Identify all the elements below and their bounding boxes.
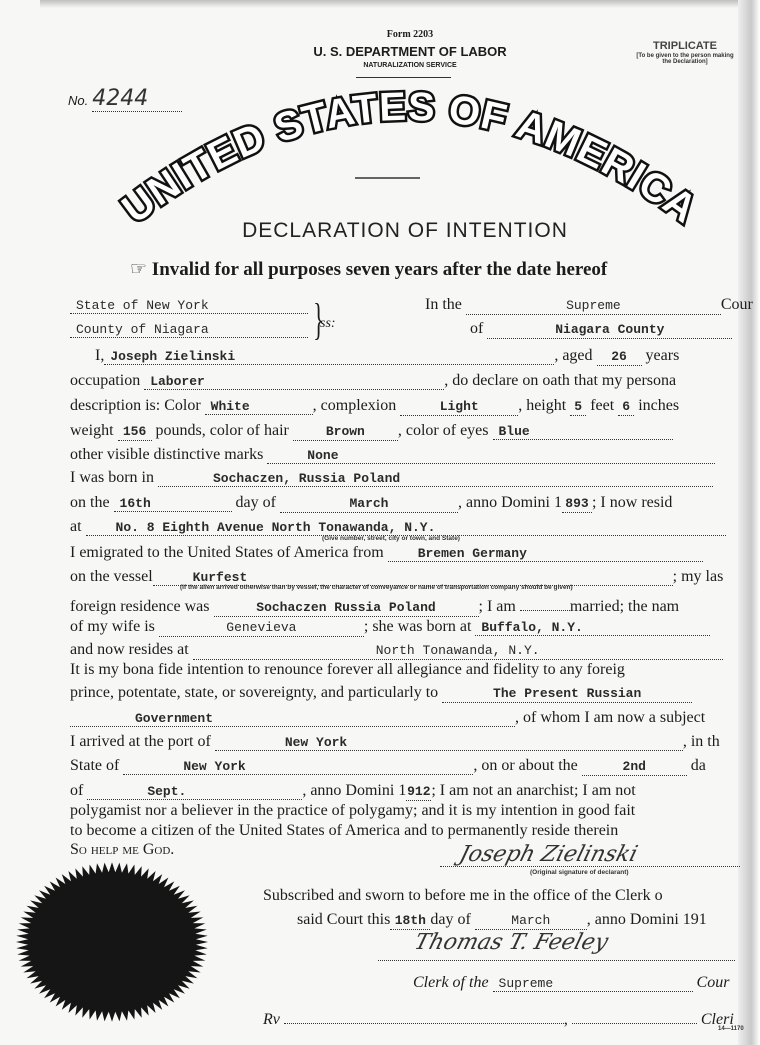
department: U. S. DEPARTMENT OF LABOR <box>313 44 507 59</box>
service: NATURALIZATION SERVICE <box>363 62 457 69</box>
clerk-signature-line <box>378 960 735 961</box>
oath-closing: So help me God. <box>70 841 175 858</box>
occupation-line: occupation Laborer , do declare on oath that my persona <box>70 372 677 389</box>
venue-county-line: County of Niagara <box>70 320 308 338</box>
intent-line: It is my bona fide intention to renounce forever all allegiance and fidelity to any foreig <box>70 661 625 678</box>
weight-line: weight 156 pounds, color of hair Brown , color of eyes Blue <box>70 422 673 441</box>
emigrated-line: I emigrated to the United States of America from Bremen Germany <box>70 544 703 562</box>
wife-resides-line: and now resides at North Tonawanda, N.Y. <box>70 641 723 660</box>
declarant-signature: Joseph Zielinski <box>456 842 641 867</box>
form-number: Form 2203 <box>386 29 434 40</box>
birthplace-line: I was born in Sochaczen, Russia Poland <box>70 469 713 487</box>
vessel-line: on the vessel Kurfest ; my las <box>70 568 724 585</box>
brace: } <box>313 295 324 344</box>
name-line: I, Joseph Zielinski , aged 26 years <box>95 347 680 364</box>
court-line: In the Supreme Cour <box>425 296 753 313</box>
document-subtitle: DECLARATION OF INTENTION <box>242 219 568 242</box>
svg-text:UNITED STATES OF AMERICA <box>114 85 705 232</box>
citizen-line: to become a citizen of the United States of America and to permanently reside therein <box>70 822 619 839</box>
arrival-state-line: State of New York , on or about the 2nd da <box>70 757 706 774</box>
venue-state-line: State of New York <box>70 296 308 314</box>
clerk-of-line: Clerk of the Supreme Cour <box>413 974 730 991</box>
jurat-date-line: said Court this 18th day of March , anno Domini 191 <box>297 911 707 928</box>
clerk-signature: Thomas T. Feeley <box>411 930 611 955</box>
marks-line: other visible distinctive marks None <box>70 446 715 464</box>
port-line: I arrived at the port of New York , in th <box>70 733 720 750</box>
pointing-hand-icon: ☞ <box>130 258 148 280</box>
document-number: No. 4244 <box>68 86 182 112</box>
copy-note: [To be given to the person making the Declaration] <box>636 53 734 65</box>
validity-warning: ☞ Invalid for all purposes seven years after the date hereof <box>130 258 608 280</box>
address-line: at No. 8 Eighth Avenue North Tonawanda, N.Y. <box>70 518 726 536</box>
wife-line: of my wife is Genevieva ; she was born at Buffalo, N.Y. <box>70 618 710 637</box>
court-seal-icon <box>12 862 212 1022</box>
document-number-value: 4244 <box>92 86 182 112</box>
address-caption: (Give number, street, city or town, and State) <box>322 535 460 542</box>
court-name: Supreme <box>466 298 721 315</box>
jurat-line: Subscribed and sworn to before me in the office of the Clerk o <box>263 887 663 904</box>
birthdate-line: on the 16th day of March , anno Domini 1 893 ; I now resid <box>70 494 673 511</box>
title-arc-text: UNITED STATES OF AMERICA <box>114 84 706 232</box>
arrival-date-line: of Sept. , anno Domini 1912; I am not an anarchist; I am not <box>70 782 636 799</box>
declarant-name: Joseph Zielinski <box>104 349 554 365</box>
polygamist-line: polygamist nor a believer in the practice of polygamy; and it is my intention in good fait <box>70 802 636 819</box>
ss-label: ss: <box>320 316 336 331</box>
government-line: Government , of whom I am now a subject <box>70 709 705 727</box>
prince-line: prince, potentate, state, or sovereignty, and particularly to The Present Russian <box>70 684 692 703</box>
form-code: 14—1170 <box>718 1026 744 1032</box>
foreign-residence-line: foreign residence was Sochaczen Russia Poland ; I am married; the nam <box>70 594 679 617</box>
court-county-line: of Niagara County <box>470 320 732 339</box>
signature-caption: (Original signature of declarant) <box>530 869 629 876</box>
description-line: description is: Color White , complexion Light , height 5 feet 6 inches <box>70 397 680 414</box>
copy-label: TRIPLICATE <box>653 40 717 52</box>
vessel-caption: (If the alien arrived otherwise than by vessel, the character of conveyance or name of transportation company should be given) <box>180 584 573 591</box>
by-line: Rv , Cleri <box>263 1007 734 1029</box>
